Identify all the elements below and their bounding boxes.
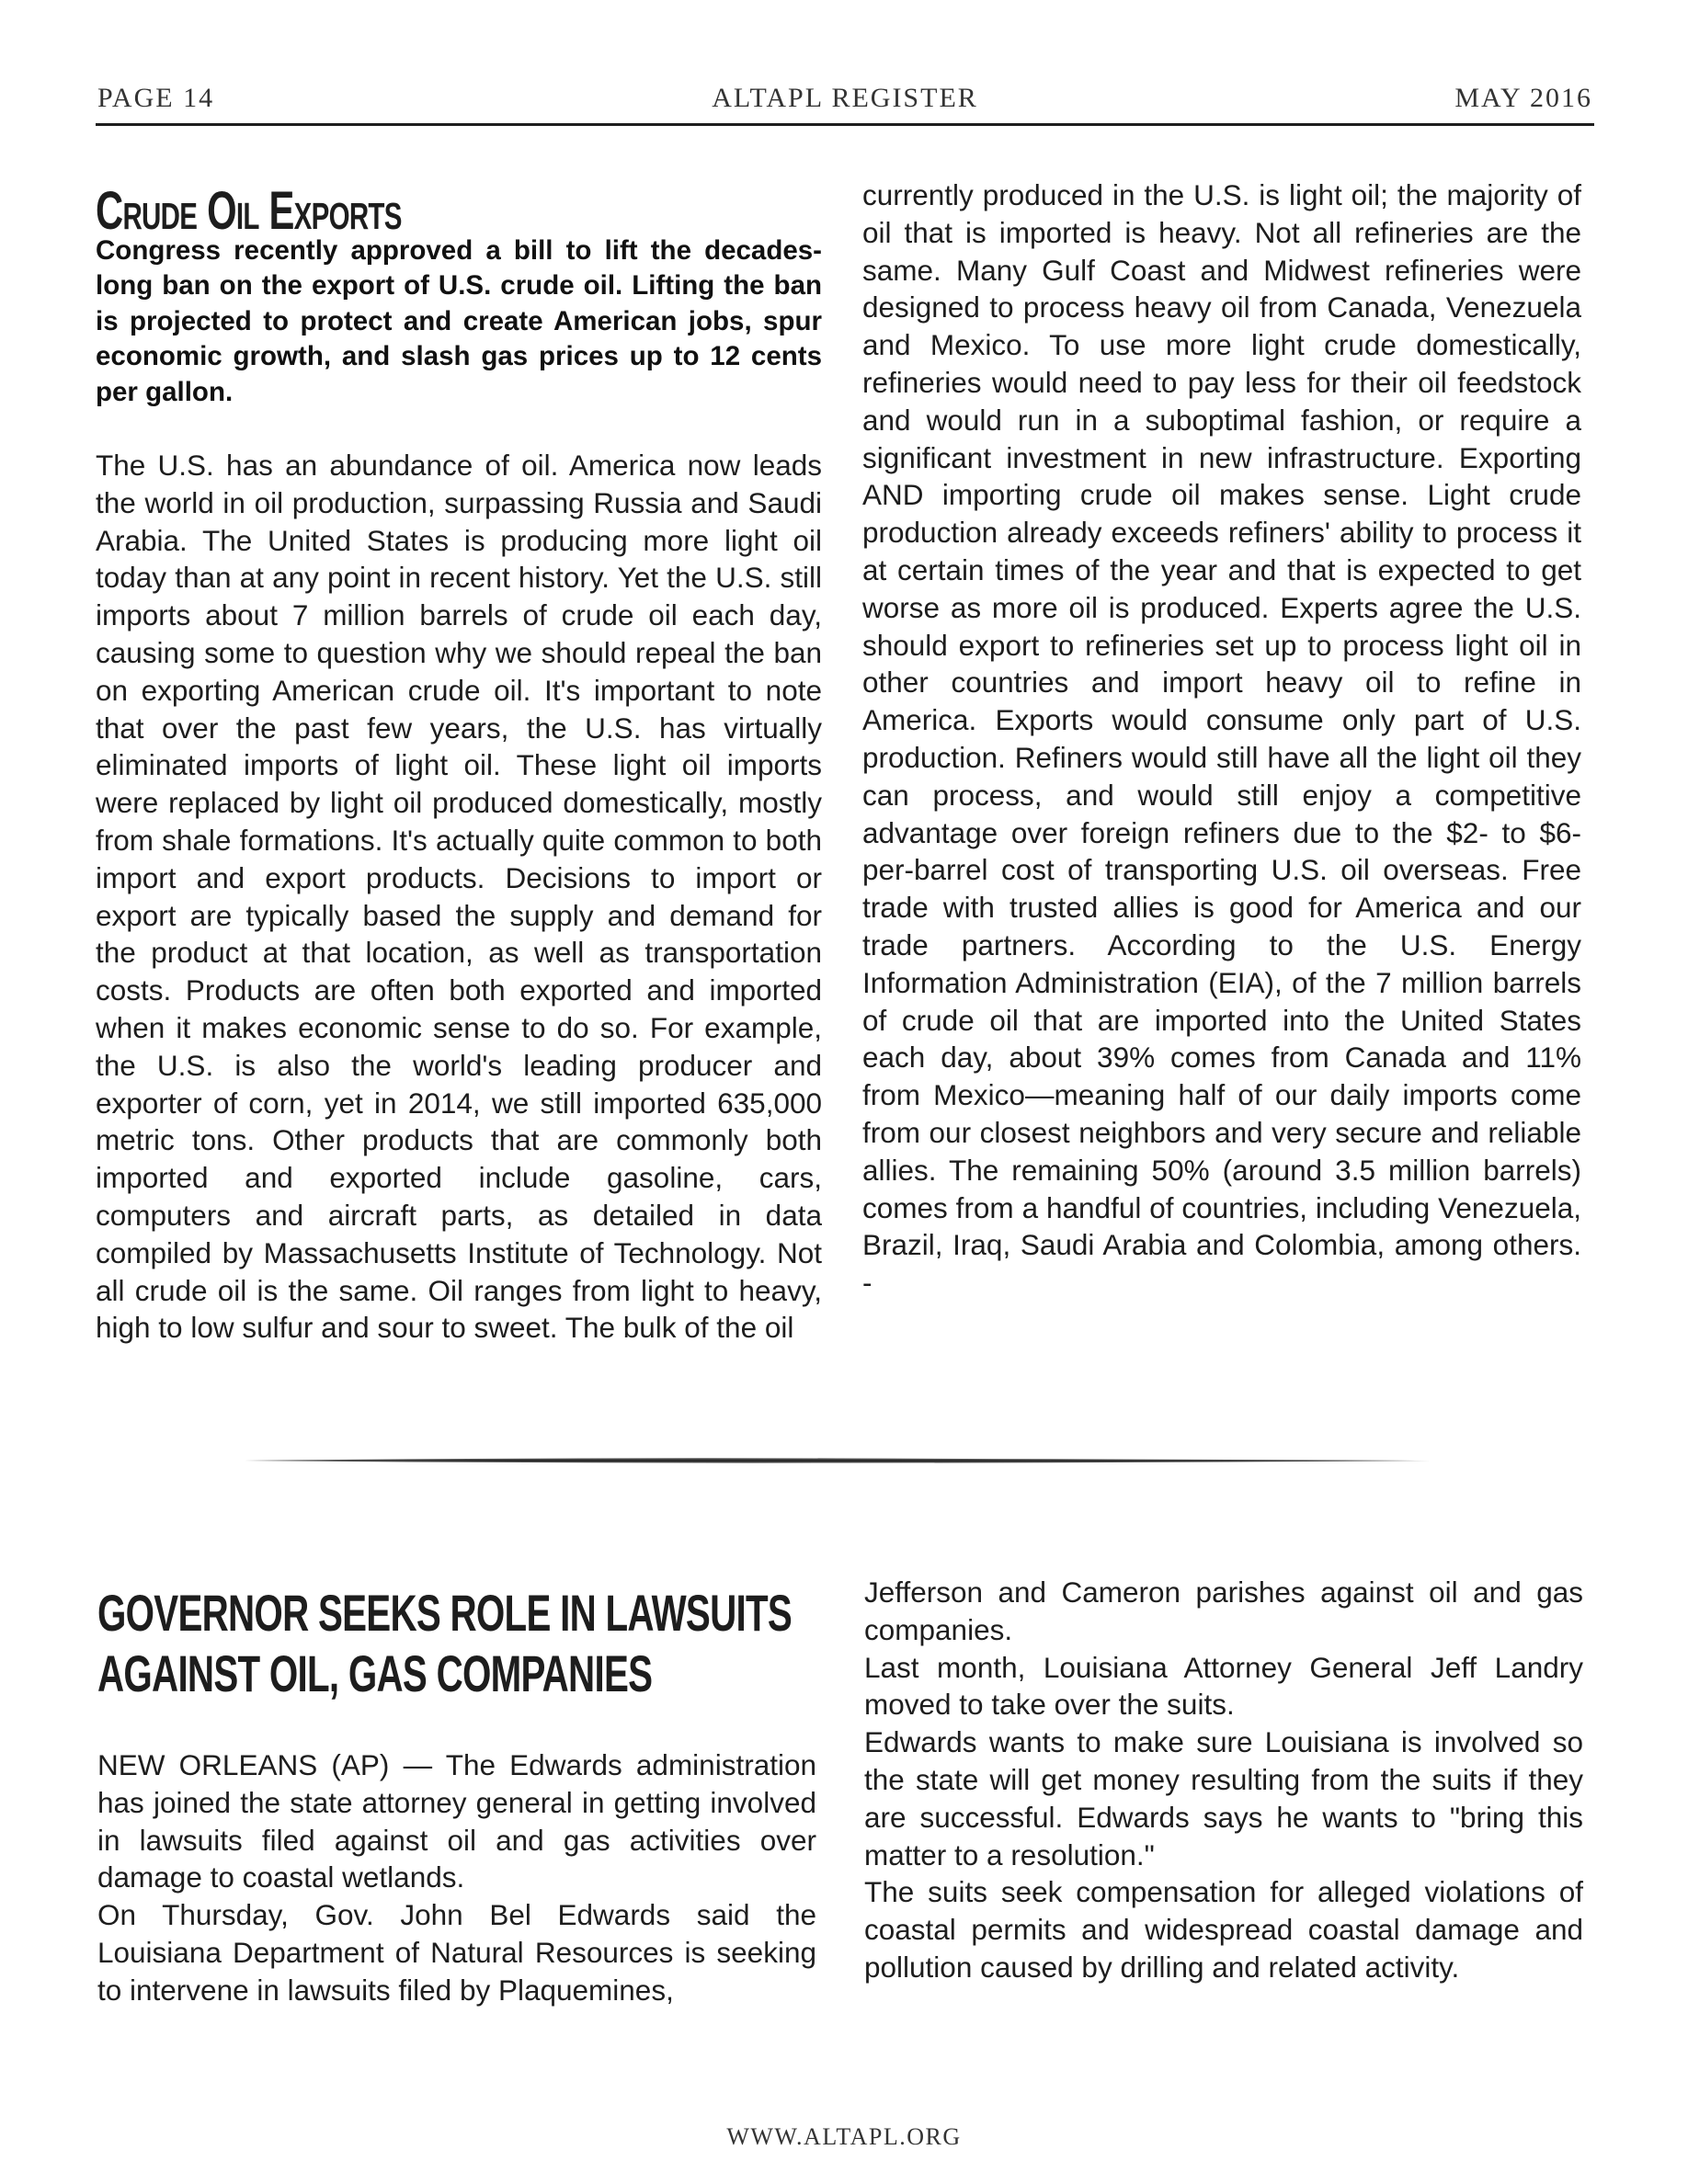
- article-paragraph: Jefferson and Cameron parishes against oil and gas companies.: [864, 1575, 1583, 1646]
- article-governor-body-left: [97, 1746, 816, 2009]
- page-header: [96, 79, 1594, 126]
- article-crude-oil-body-right: currently produced in the U.S. is light oil; the majority of oil that is imported is heavy. Not all refineries are the same. Many Gulf Coast and Midwest refineries were designed to process heavy oil from Canada, Venezuela and Mexico. To use more light crude domestically, refineries would need to pay less for their oil feedstock and would run in a suboptimal fashion, or require a significant investment in new infrastructure. Exporting AND importing crude oil makes sense. Light crude production already exceeds refiners' ability to process it at certain times of the year and that is expected to get worse as more oil is produced. Experts agree the U.S. should export to refineries set up to process light oil in other countries and import heavy oil to refine in America. Exports would consume only part of U.S. production. Refiners would still have all the light oil they can process, and would still enjoy a competitive advantage over foreign refiners due to the $2- to $6-per-barrel cost of transporting U.S. oil overseas. Free trade with trusted allies is good for America and our trade partners. According to the U.S. Energy Information Administration (EIA), of the 7 million barrels of crude oil that are imported into the United States each day, about 39% comes from Canada and 11% from Mexico—meaning half of our daily imports come from our closest neighbors and very secure and reliable allies. The remaining 50% (around 3.5 million barrels) comes from a handful of countries, including Venezuela, Brazil, Iraq, Saudi Arabia and Colombia, among others. -: [862, 178, 1581, 1300]
- publication-name: ALTAPL REGISTER: [712, 83, 978, 113]
- article-paragraph: Edwards wants to make sure Louisiana is involved so the state will get money resulting from the suits if they are successful. Edwards says he wants to "bring this matter to a resolution.": [864, 1725, 1583, 1871]
- issue-date: MAY 2016: [1454, 83, 1592, 113]
- article-paragraph: On Thursday, Gov. John Bel Edwards said the Louisiana Department of Natural Resources is seeking to intervene in lawsuits filed by Plaquemines,: [97, 1898, 816, 2007]
- article-crude-oil-title: Crude Oil Exports: [96, 181, 402, 241]
- article-governor-title: GOVERNOR SEEKS ROLE IN LAWSUITS AGAINST OIL, GAS COMPANIES: [97, 1584, 793, 1702]
- article-paragraph: Last month, Louisiana Attorney General Jeff Landry moved to take over the suits.: [864, 1650, 1583, 1722]
- article-paragraph: NEW ORLEANS (AP) — The Edwards administration has joined the state attorney general in getting involved in lawsuits filed against oil and gas activities over damage to coastal wetlands.: [97, 1748, 816, 1894]
- article-paragraph: The suits seek compensation for alleged violations of coastal permits and widespread coastal damage and pollution caused by drilling and related activity.: [864, 1875, 1583, 1984]
- section-divider: [245, 1454, 1431, 1467]
- article-crude-oil-body-left: The U.S. has an abundance of oil. America now leads the world in oil production, surpassing Russia and Saudi Arabia. The United States is producing more light oil today than at any point in recent history. Yet the U.S. still imports about 7 million barrels of crude oil each day, causing some to question why we should repeal the ban on exporting American crude oil. It's important to note that over the past few years, the U.S. has virtually eliminated imports of light oil. These light oil imports were replaced by light oil produced domestically, mostly from shale formations. It's actually quite common to both import and export products. Decisions to import or export are typically based the supply and demand for the product at that location, as well as transportation costs. Products are often both exported and imported when it makes economic sense to do so. For example, the U.S. is also the world's leading producer and exporter of corn, yet in 2014, we still imported 635,000 metric tons. Other products that are commonly both imported and exported include gasoline, cars, computers and aircraft parts, as detailed in data compiled by Massachusetts Institute of Technology. Not all crude oil is the same. Oil ranges from light to heavy, high to low sulfur and sour to sweet. The bulk of the oil: [96, 449, 822, 1345]
- footer-url: WWW.ALTAPL.ORG: [726, 2123, 962, 2150]
- article-crude-oil-lead: Congress recently approved a bill to lift the decades-long ban on the export of U.S. crude oil. Lifting the ban is projected to protect and create American jobs, spur economic growth, and slash gas prices up to 12 cents per gallon.: [96, 235, 822, 407]
- article-governor-body-right: [864, 1574, 1583, 1986]
- page-number: PAGE 14: [97, 83, 215, 113]
